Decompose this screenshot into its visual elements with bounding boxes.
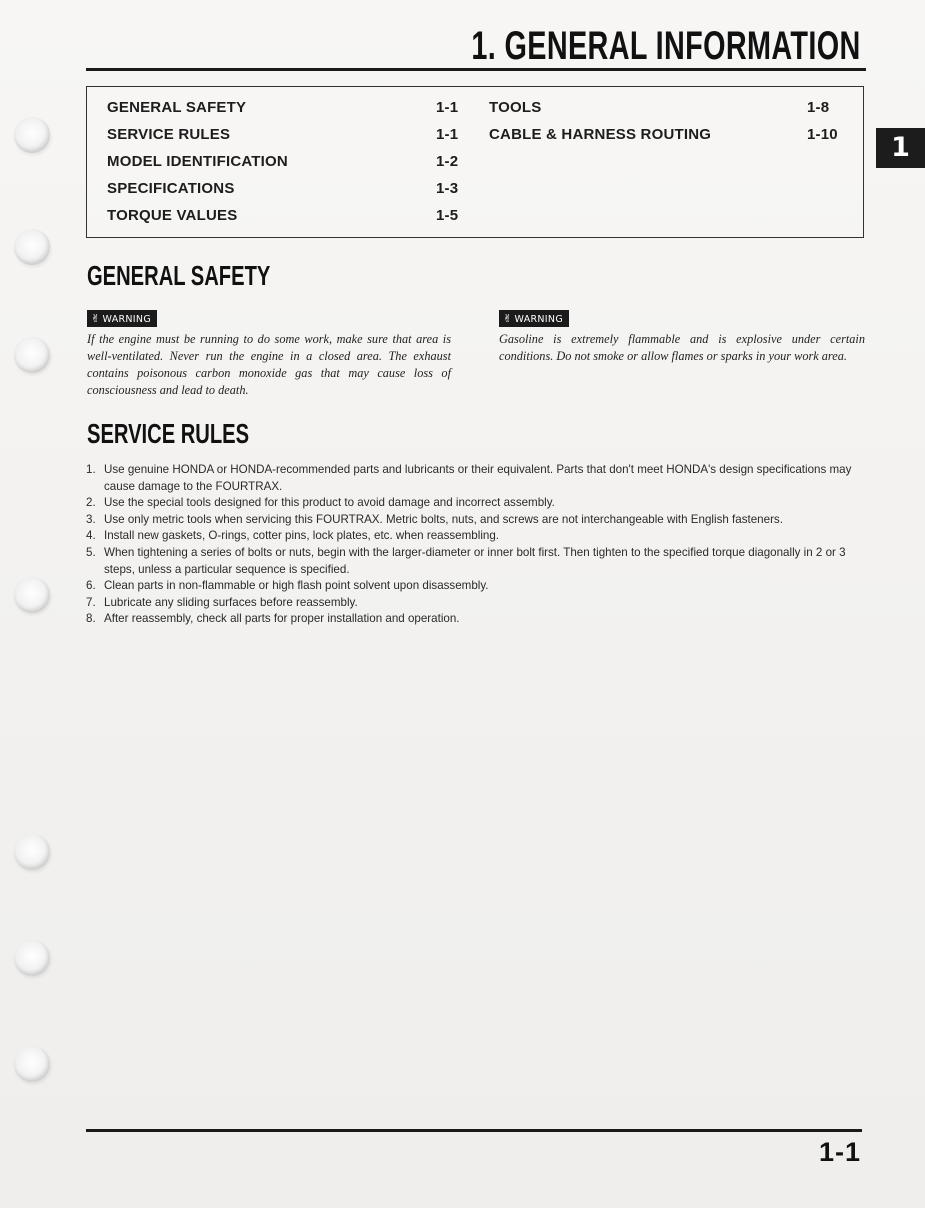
binder-hole [14, 1046, 50, 1082]
toc-entry-page: 1-10 [807, 126, 838, 143]
list-item-text: Use the special tools designed for this product to avoid damage and incorrect assembly. [104, 496, 555, 510]
title-divider [86, 68, 866, 71]
toc-entry-label: TOOLS [489, 99, 542, 116]
section-heading-general-safety: GENERAL SAFETY [87, 260, 271, 291]
toc-entry-label: SPECIFICATIONS [107, 180, 235, 197]
binder-hole [14, 229, 50, 265]
list-item [86, 611, 866, 628]
toc-entry-page: 1-2 [436, 153, 459, 170]
toc-entry-page: 1-5 [436, 207, 459, 224]
toc-entry-label: TORQUE VALUES [107, 207, 238, 224]
warning-text: If the engine must be running to do some work, make sure that area is well-ventilated. Never run the engine in a closed area. The exhaust contains poisonous carbon monoxide gas that may cause loss of consciousness and lead to death. [87, 332, 451, 397]
table-of-contents [86, 86, 864, 238]
footer-divider [86, 1129, 862, 1132]
list-item-text: When tightening a series of bolts or nuts, begin with the larger-diameter or inner bolt first. Then tighten to the specified torque diagonally in 2 or 3 steps, unless a particular sequence is specified. [104, 545, 846, 576]
list-item [86, 512, 866, 529]
list-item-text: Install new gaskets, O-rings, cotter pins, lock plates, etc. when reassembling. [104, 529, 500, 543]
chapter-tab: 1 [876, 128, 925, 168]
toc-entry-label: GENERAL SAFETY [107, 99, 247, 116]
list-item-number: 1. [86, 463, 96, 476]
binder-hole [14, 117, 50, 153]
list-item-number: 6. [86, 579, 96, 593]
list-item-text: Use genuine HONDA or HONDA-recommended parts and lubricants or their equivalent. Parts that don't meet HONDA's design specifications may cause damage to the FOURTRAX. [104, 463, 852, 493]
toc-entry-page: 1-3 [436, 180, 459, 197]
list-item-number: 4. [86, 529, 96, 543]
list-item-text: After reassembly, check all parts for proper installation and operation. [104, 612, 460, 626]
binder-hole [14, 337, 50, 373]
binder-hole [14, 940, 50, 976]
list-item [86, 495, 866, 512]
list-item [86, 578, 866, 595]
warning-hand-icon: ✌ [503, 312, 513, 325]
list-item-text: Clean parts in non-flammable or high flash point solvent upon disassembly. [104, 579, 489, 593]
list-item-text: Lubricate any sliding surfaces before reassembly. [104, 595, 358, 609]
list-item-number: 2. [86, 496, 96, 510]
list-item-number: 3. [86, 512, 96, 526]
service-rules-list [86, 462, 866, 628]
warning-text: Gasoline is extremely flammable and is explosive under certain conditions. Do not smoke or allow flames or sparks in your work area. [499, 332, 865, 363]
list-item [86, 545, 866, 578]
warning-hand-icon: ✌ [91, 312, 101, 325]
toc-entry-label: MODEL IDENTIFICATION [107, 153, 288, 170]
list-item-number: 7. [86, 595, 96, 609]
list-item [86, 462, 866, 495]
page-number: 1-1 [818, 1137, 861, 1167]
section-heading-service-rules: SERVICE RULES [87, 418, 250, 449]
list-item-text: Use only metric tools when servicing this FOURTRAX. Metric bolts, nuts, and screws are not interchangeable with English fasteners. [104, 512, 783, 526]
toc-entry-label: SERVICE RULES [107, 126, 231, 143]
warning-label: WARNING [102, 314, 151, 325]
list-item [86, 595, 866, 612]
binder-hole [14, 577, 50, 613]
chapter-title: 1. GENERAL INFORMATION [471, 24, 861, 68]
toc-entry-page: 1-1 [436, 126, 459, 143]
warning-badge [87, 310, 157, 327]
toc-entry-label: CABLE & HARNESS ROUTING [489, 126, 712, 143]
list-item-number: 8. [86, 612, 96, 626]
list-item [86, 528, 866, 545]
binder-hole [14, 834, 50, 870]
list-item-number: 5. [86, 545, 96, 559]
toc-entry-page: 1-8 [807, 99, 830, 116]
toc-entry-page: 1-1 [436, 99, 459, 116]
warning-label: WARNING [514, 314, 563, 325]
warning-badge [499, 310, 569, 327]
